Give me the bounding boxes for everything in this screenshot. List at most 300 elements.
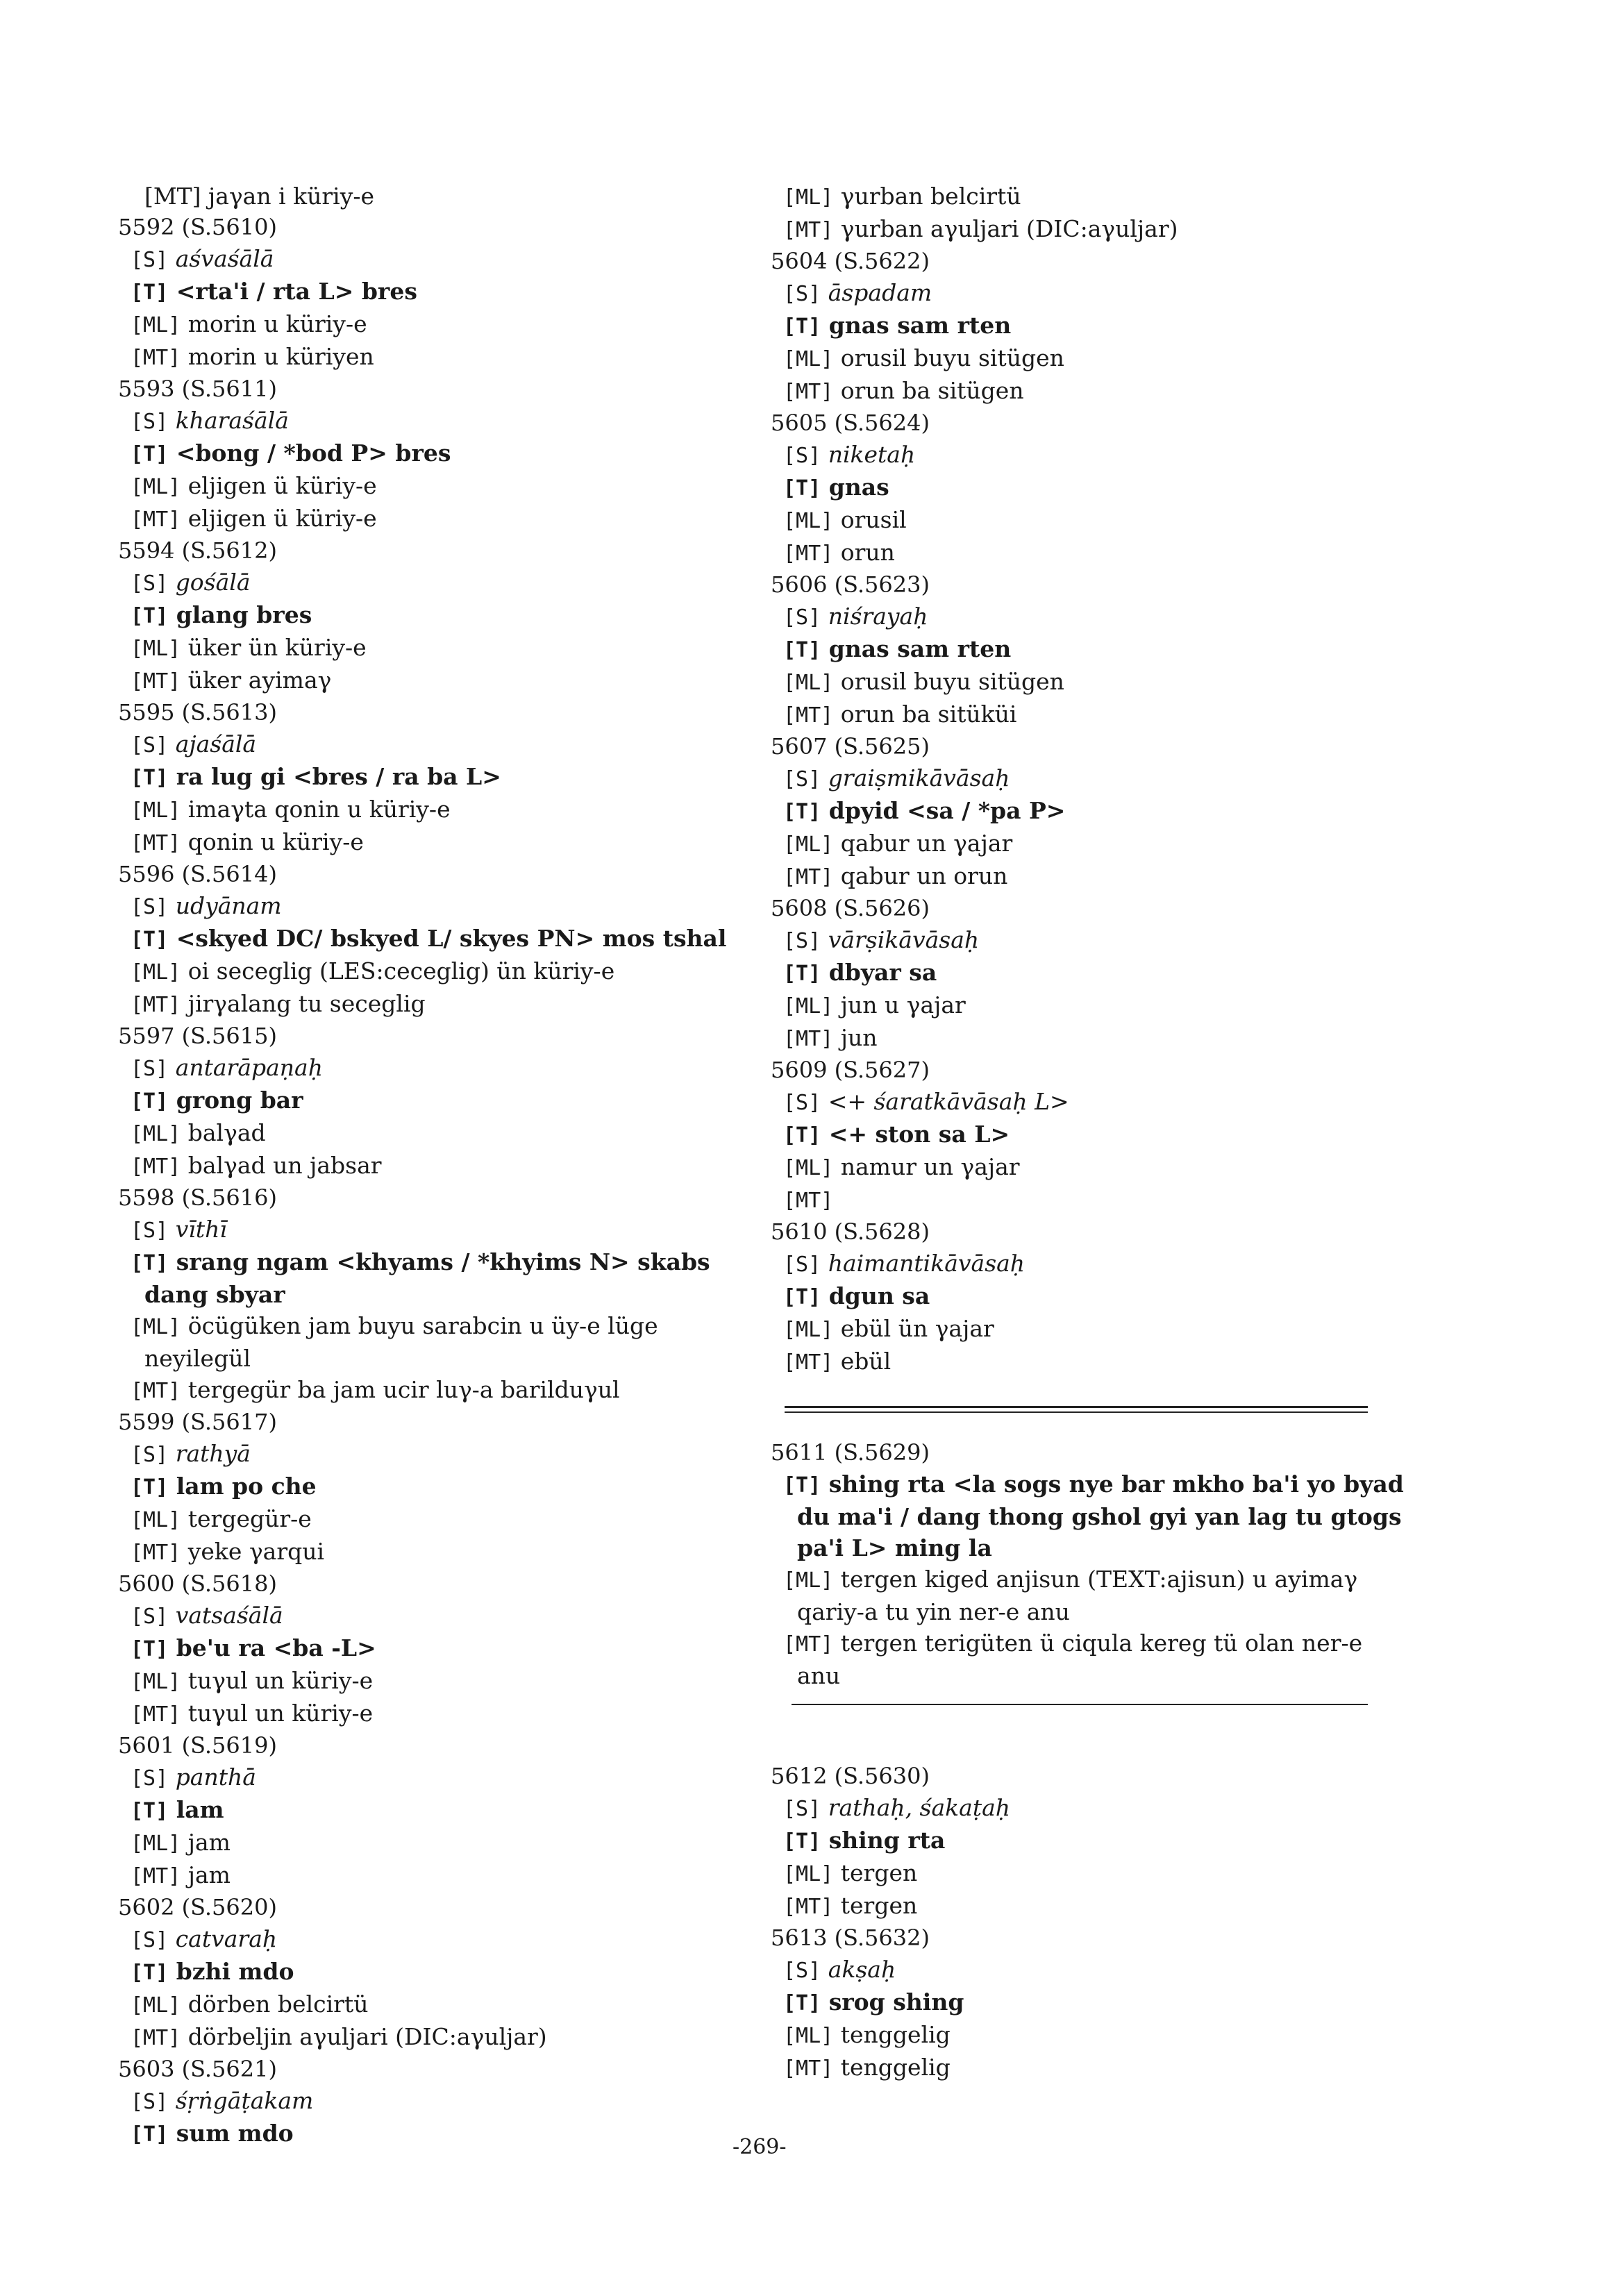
left-column bbox=[118, 181, 743, 2150]
field-tag: [MT] bbox=[131, 2026, 181, 2050]
field-value: udyānam bbox=[175, 892, 282, 919]
field-tag: [MT] bbox=[131, 346, 181, 370]
field-value: gnas bbox=[828, 474, 889, 501]
bottom-entry-list bbox=[771, 1761, 1409, 2084]
field-value: orun ba sitüküi bbox=[840, 701, 1017, 728]
field-tag: [ML] bbox=[783, 347, 834, 371]
field-value: ebül ün γajar bbox=[840, 1315, 994, 1342]
field-tag: [MT] bbox=[783, 1632, 834, 1657]
field-tag: [T] bbox=[783, 476, 821, 501]
field-value: dgun sa bbox=[828, 1282, 930, 1309]
field-value: aśvaśālā bbox=[175, 245, 274, 272]
field-tag: [T] bbox=[131, 280, 169, 305]
field-tag: [T] bbox=[783, 638, 821, 662]
field-line bbox=[118, 1536, 743, 1568]
field-value: dörbeljin aγuljari (DIC:aγuljar) bbox=[187, 2023, 547, 2050]
field-line bbox=[771, 989, 1409, 1022]
field-tag: [MT] bbox=[131, 993, 181, 1017]
field-tag: [T] bbox=[131, 766, 169, 790]
field-line bbox=[118, 1470, 743, 1503]
left-entry-list bbox=[118, 212, 743, 2150]
field-line bbox=[118, 1438, 743, 1470]
field-tag: [T] bbox=[131, 928, 169, 952]
dictionary-entry bbox=[118, 1892, 743, 2054]
field-value: namur un γajar bbox=[840, 1153, 1020, 1180]
field-value: dörben belcirtü bbox=[187, 1991, 369, 2018]
field-line bbox=[771, 1118, 1409, 1151]
field-line bbox=[771, 310, 1409, 342]
field-tag: [ML] bbox=[783, 1318, 834, 1342]
field-value: rathaḥ, śakaṭaḥ bbox=[828, 1794, 1011, 1821]
field-value: orun bbox=[840, 539, 895, 566]
field-value: oi seceglig (LES:ceceglig) ün küriy-e bbox=[187, 957, 615, 984]
field-tag: [S] bbox=[131, 2090, 169, 2114]
field-line bbox=[118, 923, 743, 955]
field-value: tergen bbox=[840, 1892, 918, 1919]
dictionary-entry bbox=[118, 859, 743, 1021]
field-tag: [S] bbox=[783, 605, 821, 630]
dictionary-entry bbox=[118, 697, 743, 859]
right-entry-list bbox=[771, 246, 1409, 1378]
field-tag: [MT] bbox=[783, 2056, 834, 2081]
field-line bbox=[118, 470, 743, 503]
dictionary-entry bbox=[771, 408, 1409, 569]
field-line bbox=[118, 1246, 743, 1310]
field-line bbox=[118, 341, 743, 374]
field-value: morin u küriyen bbox=[187, 343, 374, 370]
field-tag: [MT] bbox=[783, 1895, 834, 1919]
field-value: üker ün küriy-e bbox=[187, 634, 367, 661]
field-value: glang bres bbox=[176, 601, 312, 628]
field-value: gnas sam rten bbox=[828, 635, 1012, 662]
field-value: orusil buyu sitügen bbox=[840, 344, 1064, 371]
entry-number: 5592 (S.5610) bbox=[118, 214, 277, 240]
dictionary-entry bbox=[771, 1922, 1409, 2084]
field-line bbox=[118, 988, 743, 1021]
field-line bbox=[118, 1923, 743, 1956]
dictionary-entry bbox=[118, 1021, 743, 1182]
field-value: akṣaḥ bbox=[828, 1956, 896, 1983]
field-tag: [S] bbox=[783, 1252, 821, 1277]
field-value: qabur un orun bbox=[840, 862, 1008, 889]
field-tag: [T] bbox=[131, 1799, 169, 1823]
field-tag: [MT] bbox=[783, 865, 834, 889]
entry-number: 5595 (S.5613) bbox=[118, 699, 277, 726]
field-tag: [MT] bbox=[783, 703, 834, 728]
field-value: tergen bbox=[840, 1859, 918, 1886]
field-line bbox=[771, 375, 1409, 408]
field-value: balγad un jabsar bbox=[187, 1152, 382, 1179]
field-tag: [ML] bbox=[131, 1122, 181, 1146]
field-value: <rta'i / rta L> bres bbox=[176, 278, 417, 305]
field-value: imaγta qonin u küriy-e bbox=[187, 796, 451, 823]
entry-number: 5608 (S.5626) bbox=[771, 895, 930, 921]
field-tag: [T] bbox=[131, 1475, 169, 1500]
field-line bbox=[118, 599, 743, 632]
field-value: orusil bbox=[840, 506, 907, 533]
field-line bbox=[771, 1857, 1409, 1890]
field-tag: [S] bbox=[131, 571, 169, 596]
field-tag: [MT] bbox=[131, 1702, 181, 1727]
field-tag: [S] bbox=[131, 895, 169, 919]
field-line bbox=[771, 1151, 1409, 1184]
field-value: vīthī bbox=[175, 1216, 227, 1243]
field-line bbox=[118, 1665, 743, 1698]
field-tag: [S] bbox=[131, 248, 169, 272]
field-line bbox=[771, 1184, 1409, 1216]
field-line bbox=[771, 1248, 1409, 1280]
field-line bbox=[118, 632, 743, 664]
field-value: jun bbox=[840, 1024, 878, 1051]
entry-number: 5613 (S.5632) bbox=[771, 1925, 930, 1951]
entry-number: 5602 (S.5620) bbox=[118, 1894, 277, 1920]
field-value: dbyar sa bbox=[828, 959, 937, 986]
field-tag: [T] bbox=[783, 1123, 821, 1148]
field-line bbox=[118, 1761, 743, 1794]
field-value: āspadam bbox=[828, 279, 932, 306]
field-line bbox=[118, 1214, 743, 1246]
field-tag: [S] bbox=[131, 1443, 169, 1467]
field-line bbox=[771, 860, 1409, 893]
field-value: qabur un γajar bbox=[840, 830, 1013, 857]
dictionary-entry bbox=[118, 212, 743, 374]
field-tag: [ML] bbox=[783, 2024, 834, 2048]
field-tag: [MT] bbox=[131, 1541, 181, 1565]
field-line bbox=[118, 1374, 743, 1407]
field-line bbox=[118, 1600, 743, 1632]
entry-number: 5604 (S.5622) bbox=[771, 248, 930, 274]
field-tag: [ML] bbox=[131, 1315, 181, 1339]
field-value: jirγalang tu seceglig bbox=[187, 990, 426, 1017]
field-value: tergegür ba jam ucir luγ-a barilduγul bbox=[187, 1376, 620, 1403]
field-tag: [T] bbox=[783, 1285, 821, 1309]
field-value: öcügüken jam buyu sarabcin u üy-e lüge neyilegül bbox=[144, 1312, 666, 1372]
field-tag: [S] bbox=[783, 1091, 821, 1115]
field-line bbox=[118, 826, 743, 859]
field-tag: [MT] bbox=[783, 1350, 834, 1375]
field-tag: [ML] bbox=[131, 798, 181, 823]
field-line bbox=[771, 1313, 1409, 1346]
field-tag: [S] bbox=[131, 1057, 169, 1081]
field-value: dpyid <sa / *pa P> bbox=[828, 797, 1066, 824]
field-tag: [MT] bbox=[783, 380, 834, 404]
entry-number: 5596 (S.5614) bbox=[118, 861, 277, 887]
field-tag: [S] bbox=[783, 282, 821, 306]
field-line bbox=[118, 1956, 743, 1988]
field-value: śṛṅgāṭakam bbox=[175, 2087, 314, 2114]
field-value: haimantikāvāsaḥ bbox=[828, 1250, 1026, 1277]
dictionary-entry bbox=[771, 893, 1409, 1055]
field-line bbox=[771, 1792, 1409, 1825]
field-line bbox=[771, 2052, 1409, 2084]
field-line bbox=[771, 1086, 1409, 1118]
field-tag: [MT] bbox=[783, 218, 834, 242]
field-value: ajaśālā bbox=[175, 730, 257, 757]
field-line bbox=[118, 1859, 743, 1892]
field-value: gośālā bbox=[175, 569, 251, 596]
field-value: ebül bbox=[840, 1348, 891, 1375]
dictionary-entry bbox=[771, 1761, 1409, 1922]
dictionary-entry bbox=[771, 731, 1409, 893]
field-tag: [ML] bbox=[131, 313, 181, 337]
field-line bbox=[118, 1052, 743, 1084]
field-tag: [MT] bbox=[131, 508, 181, 532]
field-line bbox=[118, 1084, 743, 1117]
field-value: lam bbox=[176, 1796, 224, 1823]
dictionary-entry bbox=[118, 1568, 743, 1730]
field-value: <+ śaratkāvāsaḥ L> bbox=[828, 1088, 1069, 1115]
field-tag: [ML] bbox=[131, 960, 181, 984]
field-line bbox=[118, 1827, 743, 1859]
field-line bbox=[771, 795, 1409, 828]
field-value: tuγul un küriy-e bbox=[187, 1700, 374, 1727]
field-value: morin u küriy-e bbox=[187, 310, 367, 337]
field-line bbox=[771, 1954, 1409, 1986]
field-line bbox=[118, 761, 743, 794]
entry-number: 5593 (S.5611) bbox=[118, 376, 277, 402]
field-line bbox=[771, 924, 1409, 957]
field-tag: [S] bbox=[131, 733, 169, 757]
field-tag: [S] bbox=[131, 1218, 169, 1243]
field-value: <bong / *bod P> bres bbox=[176, 439, 451, 467]
field-value: tuγul un küriy-e bbox=[187, 1667, 374, 1694]
field-tag: [S] bbox=[783, 767, 821, 791]
field-line bbox=[771, 762, 1409, 795]
dictionary-entry bbox=[118, 1182, 743, 1407]
entry-number: 5598 (S.5616) bbox=[118, 1184, 277, 1211]
field-tag: [T] bbox=[783, 315, 821, 339]
field-line bbox=[118, 1310, 743, 1374]
entry-number: 5603 (S.5621) bbox=[118, 2056, 277, 2082]
field-value: catvaraḥ bbox=[175, 1925, 278, 1952]
field-line bbox=[118, 1698, 743, 1730]
field-value: sum mdo bbox=[176, 2120, 294, 2147]
field-line bbox=[118, 955, 743, 988]
field-value: bzhi mdo bbox=[176, 1958, 294, 1985]
field-tag: [ML] bbox=[783, 1568, 834, 1593]
field-line bbox=[771, 601, 1409, 633]
field-line bbox=[771, 957, 1409, 989]
field-line bbox=[118, 1117, 743, 1150]
dictionary-entry bbox=[771, 246, 1409, 408]
field-value: panthā bbox=[175, 1763, 256, 1791]
dictionary-entry bbox=[771, 1055, 1409, 1216]
field-value: shing rta bbox=[828, 1827, 946, 1854]
field-value: <skyed DC/ bskyed L/ skyes PN> mos tshal bbox=[176, 925, 727, 952]
field-line bbox=[771, 1627, 1409, 1691]
entry-number: 5594 (S.5612) bbox=[118, 537, 277, 564]
field-value: jam bbox=[187, 1829, 231, 1856]
field-line bbox=[118, 437, 743, 470]
field-tag: [S] bbox=[131, 1766, 169, 1791]
right-continuation-lines bbox=[771, 181, 1409, 246]
field-tag: [T] bbox=[131, 1961, 169, 1985]
field-value: ra lug gi <bres / ra ba L> bbox=[176, 763, 501, 790]
field-tag: [T] bbox=[131, 1637, 169, 1661]
entry-number: 5610 (S.5628) bbox=[771, 1218, 930, 1245]
field-tag: [MT] bbox=[131, 1864, 181, 1888]
field-tag: [S] bbox=[783, 929, 821, 953]
field-tag: [ML] bbox=[783, 671, 834, 695]
field-line bbox=[771, 504, 1409, 537]
field-value: niketaḥ bbox=[828, 441, 916, 468]
field-value: γurban aγuljari (DIC:aγuljar) bbox=[840, 215, 1178, 242]
field-tag: [ML] bbox=[131, 637, 181, 661]
field-tag: [T] bbox=[131, 1251, 169, 1275]
field-line bbox=[118, 1988, 743, 2021]
field-line bbox=[118, 728, 743, 761]
field-tag: [S] bbox=[783, 1959, 821, 1983]
dictionary-entry bbox=[771, 569, 1409, 731]
field-line bbox=[771, 666, 1409, 698]
field-line bbox=[771, 1890, 1409, 1922]
field-value: srog shing bbox=[828, 1988, 964, 2016]
field-tag: [S] bbox=[131, 1604, 169, 1629]
field-line bbox=[771, 1468, 1412, 1564]
field-value: graiṣmikāvāsaḥ bbox=[828, 764, 1010, 791]
field-value: tergen terigüten ü ciqula kereg tü olan ner-e anu bbox=[797, 1629, 1370, 1689]
field-tag: [MT] bbox=[131, 1155, 181, 1179]
field-value: orusil buyu sitügen bbox=[840, 668, 1064, 695]
entry-number: 5607 (S.5625) bbox=[771, 733, 930, 760]
field-line bbox=[771, 213, 1409, 246]
field-tag: [MT] bbox=[131, 1379, 181, 1403]
field-line bbox=[771, 181, 1409, 213]
field-line bbox=[771, 537, 1409, 569]
field-value: jun u γajar bbox=[840, 991, 966, 1019]
field-value: niśrayaḥ bbox=[828, 603, 928, 630]
field-line bbox=[771, 1346, 1409, 1378]
field-tag: [ML] bbox=[131, 1670, 181, 1694]
field-value: srang ngam <khyams / *khyims N> skabs dang sbyar bbox=[144, 1248, 719, 1308]
field-value: tenggelig bbox=[840, 2021, 951, 2048]
dictionary-entry bbox=[118, 1730, 743, 1892]
field-tag: [T] bbox=[783, 962, 821, 986]
field-line bbox=[118, 664, 743, 697]
field-tag: [ML] bbox=[783, 1156, 834, 1180]
field-line bbox=[771, 633, 1409, 666]
field-tag: [ML] bbox=[131, 1993, 181, 2018]
field-line bbox=[118, 2085, 743, 2118]
field-tag: [S] bbox=[783, 444, 821, 468]
field-value: <+ ston sa L> bbox=[828, 1121, 1010, 1148]
single-rule-divider bbox=[792, 1704, 1368, 1705]
field-tag: [S] bbox=[783, 1797, 821, 1821]
entry-number: 5605 (S.5624) bbox=[771, 410, 930, 436]
field-line bbox=[771, 1280, 1409, 1313]
field-value: antarāpaṇaḥ bbox=[175, 1054, 323, 1081]
dictionary-entry bbox=[118, 1407, 743, 1568]
field-value: eljigen ü küriy-e bbox=[187, 472, 377, 499]
dictionary-entry bbox=[118, 535, 743, 697]
field-line bbox=[771, 828, 1409, 860]
field-tag: [ML] bbox=[783, 832, 834, 857]
left-continuation-line: [MT] jaγan i küriy-e bbox=[144, 183, 375, 210]
field-tag: [S] bbox=[131, 410, 169, 434]
field-value: vatsaśālā bbox=[175, 1602, 283, 1629]
field-tag: [ML] bbox=[783, 1862, 834, 1886]
field-line bbox=[771, 2019, 1409, 2052]
field-line bbox=[771, 1564, 1409, 1627]
field-line bbox=[118, 794, 743, 826]
field-value: kharaśālā bbox=[175, 407, 289, 434]
field-line bbox=[118, 503, 743, 535]
field-line bbox=[771, 439, 1409, 471]
entry-number: 5601 (S.5619) bbox=[118, 1732, 277, 1759]
field-tag: [T] bbox=[131, 604, 169, 628]
field-tag: [MT] bbox=[131, 831, 181, 855]
field-tag: [T] bbox=[783, 800, 821, 824]
field-line bbox=[118, 2021, 743, 2054]
field-value: shing rta <la sogs nye bar mkho ba'i yo byad du ma'i / dang thong gshol gyi yan lag tu gtogs pa'i L> ming la bbox=[797, 1470, 1412, 1561]
dictionary-entry bbox=[118, 374, 743, 535]
field-line bbox=[118, 890, 743, 923]
field-value: be'u ra <ba -L> bbox=[176, 1634, 376, 1661]
field-line bbox=[118, 405, 743, 437]
field-tag: [S] bbox=[131, 1928, 169, 1952]
entry-number: 5597 (S.5615) bbox=[118, 1023, 277, 1049]
dictionary-entry bbox=[771, 1216, 1409, 1378]
field-line bbox=[771, 1825, 1409, 1857]
field-value: eljigen ü küriy-e bbox=[187, 505, 377, 532]
dictionary-entry bbox=[771, 1437, 1412, 1691]
field-tag: [MT] bbox=[783, 1027, 834, 1051]
entry-number: 5612 (S.5630) bbox=[771, 1763, 930, 1789]
field-value: tergegür-e bbox=[187, 1505, 312, 1532]
entry-number: 5611 (S.5629) bbox=[771, 1439, 930, 1466]
field-tag: [ML] bbox=[783, 994, 834, 1019]
field-line bbox=[118, 276, 743, 308]
field-line bbox=[771, 698, 1409, 731]
field-tag: [ML] bbox=[783, 509, 834, 533]
field-tag: [T] bbox=[131, 442, 169, 467]
field-line bbox=[771, 277, 1409, 310]
field-value: gnas sam rten bbox=[828, 312, 1012, 339]
field-line bbox=[118, 1150, 743, 1182]
field-value: orun ba sitügen bbox=[840, 377, 1024, 404]
field-value: jam bbox=[187, 1861, 231, 1888]
field-tag: [ML] bbox=[783, 185, 834, 210]
field-line bbox=[771, 1986, 1409, 2019]
double-rule-divider bbox=[785, 1406, 1368, 1413]
field-value: vārṣikāvāsaḥ bbox=[828, 926, 980, 953]
field-tag: [ML] bbox=[131, 1508, 181, 1532]
field-line bbox=[118, 1632, 743, 1665]
field-value: üker ayimaγ bbox=[187, 667, 332, 694]
field-tag: [T] bbox=[131, 2122, 169, 2147]
field-value: tergen kiged anjisun (TEXT:ajisun) u ayimaγ qariy-a tu yin ner-e anu bbox=[797, 1566, 1365, 1625]
right-column bbox=[771, 181, 1412, 2084]
field-line bbox=[118, 1794, 743, 1827]
field-tag: [ML] bbox=[131, 475, 181, 499]
field-tag: [T] bbox=[783, 1991, 821, 2016]
field-tag: [MT] bbox=[131, 669, 181, 694]
page-number: -269- bbox=[733, 2135, 787, 2159]
field-tag: [T] bbox=[131, 1089, 169, 1114]
field-line bbox=[118, 1503, 743, 1536]
field-line bbox=[771, 342, 1409, 375]
field-line bbox=[771, 1022, 1409, 1055]
field-value: tenggelig bbox=[840, 2054, 951, 2081]
field-line bbox=[118, 243, 743, 276]
field-tag: [ML] bbox=[131, 1832, 181, 1856]
entry-number: 5606 (S.5623) bbox=[771, 571, 930, 598]
field-value: grong bar bbox=[176, 1087, 303, 1114]
field-value: qonin u küriy-e bbox=[187, 828, 364, 855]
field-value: lam po che bbox=[176, 1473, 317, 1500]
field-value: yeke γarqui bbox=[187, 1538, 325, 1565]
field-value: rathyā bbox=[175, 1440, 251, 1467]
